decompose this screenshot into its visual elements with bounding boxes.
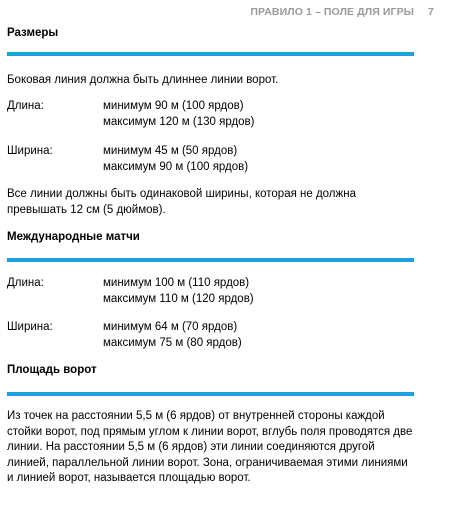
spec-max: максимум 120 м (130 ярдов) — [103, 115, 255, 128]
spec-label: Длина: — [7, 100, 44, 112]
spec-max: максимум 75 м (80 ярдов) — [103, 336, 242, 349]
header-title: ПРАВИЛО 1 – ПОЛЕ ДЛЯ ИГРЫ — [250, 6, 415, 18]
spec-min: минимум 100 м (110 ярдов) — [103, 277, 250, 289]
section-divider — [7, 52, 414, 56]
spec-values — [103, 99, 255, 130]
spec-values — [103, 320, 242, 351]
running-header — [250, 6, 434, 18]
spec-label: Длина: — [7, 277, 44, 289]
section-title-dimensions: Размеры — [7, 27, 59, 39]
section-divider — [7, 392, 414, 396]
section-divider — [7, 258, 414, 262]
section-title-international-matches: Международные матчи — [7, 231, 140, 243]
spec-values — [103, 144, 248, 175]
paragraph-line-width: Все линии должны быть одинаковой ширины, которая не должна превышать 12 см (5 дюймов). — [7, 188, 356, 216]
paragraph-goal-area: Из точек на расстоянии 5,5 м (6 ярдов) от внутренней стороны каждой стойки ворот, под прямым углом к линии ворот, вглубь поля проводятся две линии. На расстоянии 5,5 м (6 ярдов) эти линии соединяются другой линией, параллельной линии ворот. Зона, ограничиваемая этими линиями и линией ворот, называется площадью ворот. — [7, 410, 413, 485]
section-title-goal-area: Площадь ворот — [7, 364, 97, 376]
spec-max: максимум 110 м (120 ярдов) — [103, 292, 254, 305]
spec-label: Ширина: — [7, 145, 53, 157]
spec-values — [103, 276, 254, 307]
spec-max: максимум 90 м (100 ярдов) — [103, 160, 249, 173]
spec-label: Ширина: — [7, 321, 53, 333]
spec-min: минимум 90 м (100 ярдов) — [103, 100, 244, 112]
spec-min: минимум 45 м (50 ярдов) — [103, 145, 238, 157]
spec-min: минимум 64 м (70 ярдов) — [103, 321, 238, 333]
page-number: 7 — [428, 6, 434, 18]
paragraph-sideline-rule: Боковая линия должна быть длиннее линии ворот. — [7, 74, 279, 86]
